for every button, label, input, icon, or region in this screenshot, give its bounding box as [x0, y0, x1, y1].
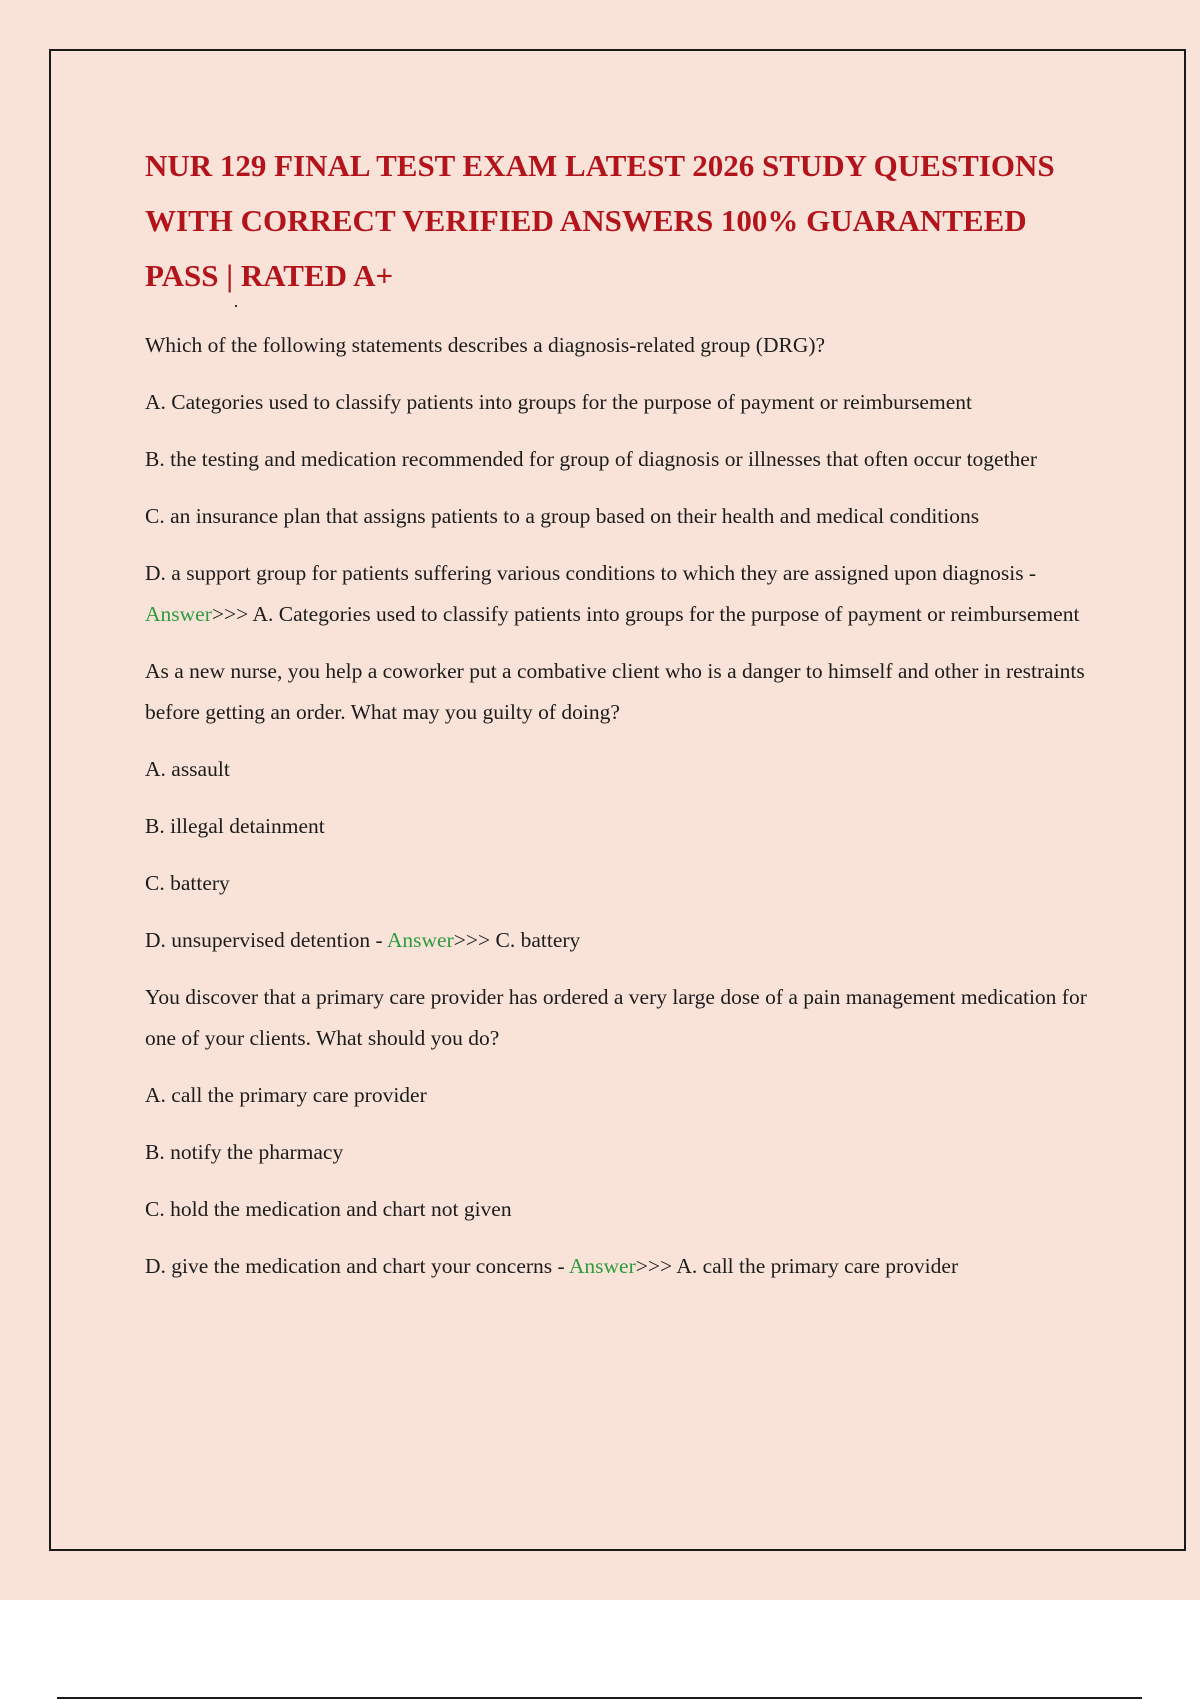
q1-option-b: B. the testing and medication recommended for group of diagnosis or illnesses that often occur together	[145, 447, 1038, 471]
q3-option-a: A. call the primary care provider	[145, 1083, 427, 1107]
q1-option-d-with-answer	[145, 553, 1100, 635]
q2-option-a: A. assault	[145, 757, 230, 781]
q2-answer: C. battery	[495, 928, 581, 952]
question-2: As a new nurse, you help a coworker put a combative client who is a danger to himself and other in restraints before getting an order. What may you guilty of doing?	[145, 659, 1085, 724]
answer-marker: >>>	[453, 928, 496, 952]
question-1: Which of the following statements describes a diagnosis-related group (DRG)?	[145, 333, 826, 357]
answer-label: Answer	[145, 602, 212, 626]
q2-option-d-with-answer	[145, 920, 1100, 961]
question-3: You discover that a primary care provider has ordered a very large dose of a pain management medication for one of your clients. What should you do?	[145, 985, 1087, 1050]
answer-label: Answer	[568, 1254, 636, 1278]
answer-marker: >>>	[635, 1254, 677, 1278]
q3-option-d: D. give the medication and chart your concerns -	[145, 1254, 569, 1278]
q3-answer: A. call the primary care provider	[676, 1254, 959, 1278]
answer-label: Answer	[386, 928, 454, 952]
q3-option-c: C. hold the medication and chart not given	[145, 1197, 512, 1221]
q1-option-c: C. an insurance plan that assigns patients to a group based on their health and medical conditions	[145, 504, 980, 528]
q3-option-d-with-answer	[145, 1246, 1100, 1287]
footer-rule	[57, 1697, 1142, 1699]
q3-option-b: B. notify the pharmacy	[145, 1140, 344, 1164]
answer-marker: >>>	[211, 602, 253, 626]
q1-option-d: D. a support group for patients suffering various conditions to which they are assigned upon diagnosis -	[145, 561, 1037, 585]
document-content	[145, 138, 1100, 1303]
q2-option-d: D. unsupervised detention -	[145, 928, 387, 952]
title-separator	[145, 303, 1100, 325]
q2-option-c: C. battery	[145, 871, 230, 895]
q1-option-a: A. Categories used to classify patients into groups for the purpose of payment or reimbursement	[145, 390, 972, 414]
q1-answer: A. Categories used to classify patients into groups for the purpose of payment or reimbursement	[252, 602, 1080, 626]
q2-option-b: B. illegal detainment	[145, 814, 325, 838]
document-title: NUR 129 FINAL TEST EXAM LATEST 2026 STUDY QUESTIONS WITH CORRECT VERIFIED ANSWERS 100% GUARANTEED PASS | RATED A+	[145, 148, 1055, 293]
